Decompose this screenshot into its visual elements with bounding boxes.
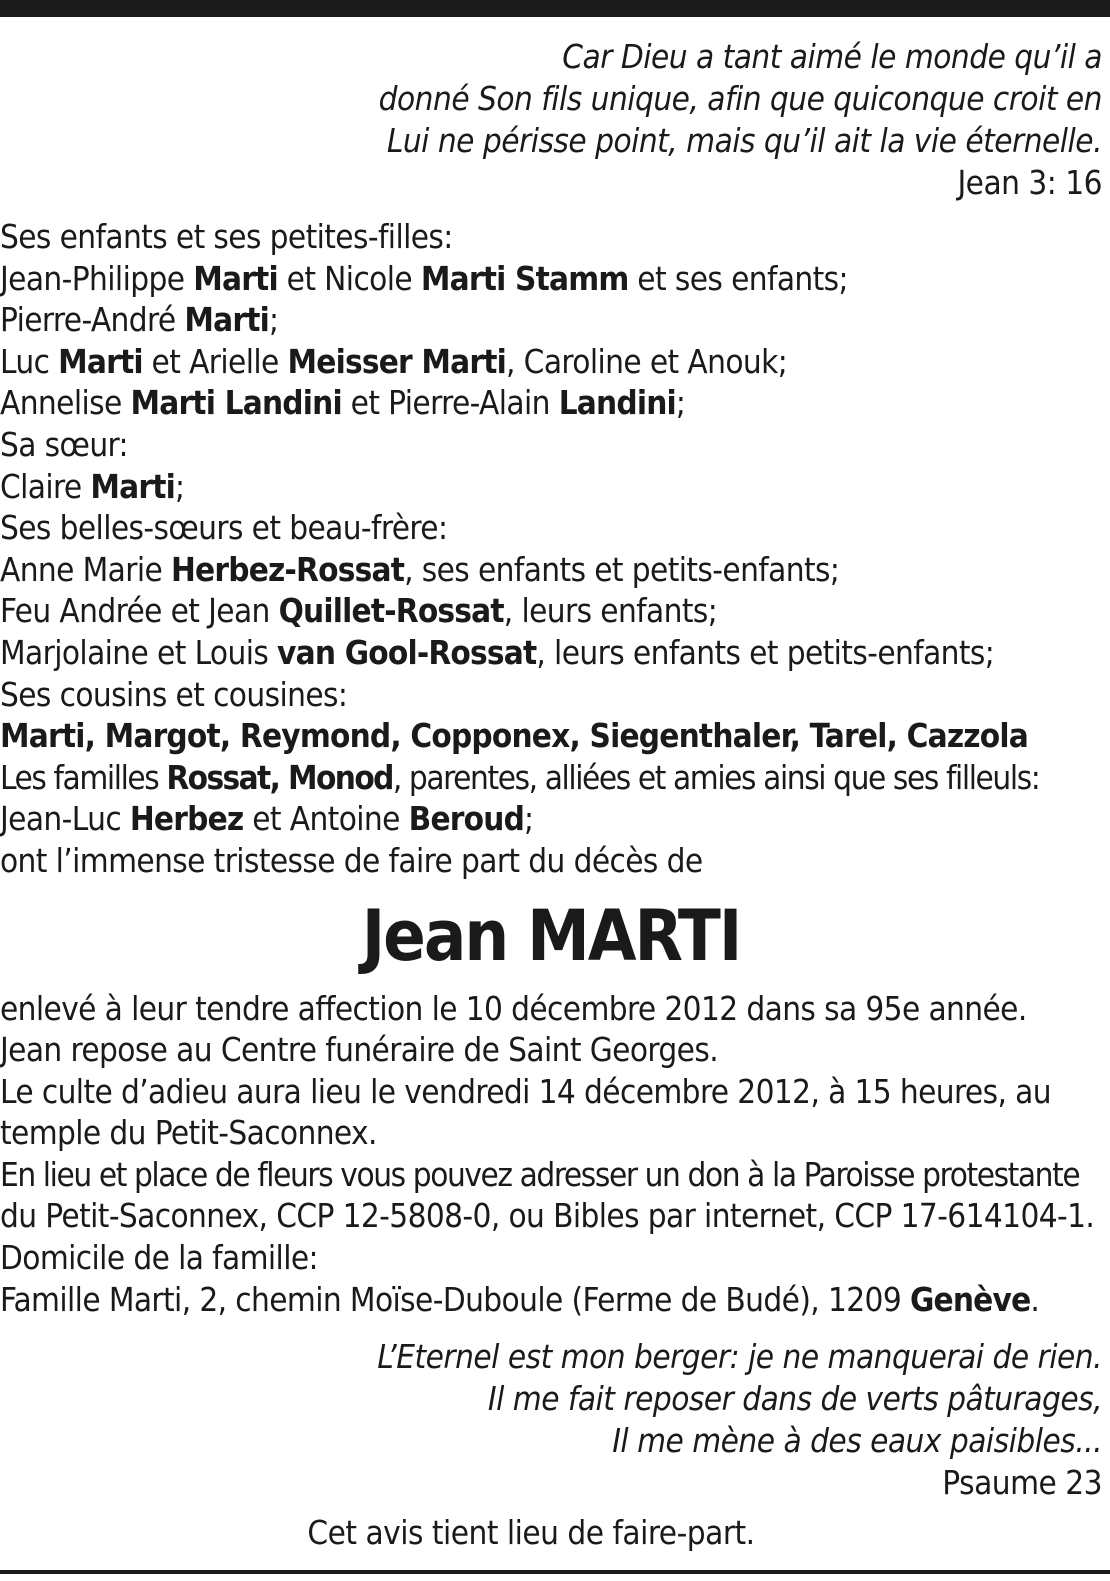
text-segment: Anne Marie — [0, 549, 172, 589]
bold-name: Genève — [909, 1279, 1031, 1319]
family-line — [0, 341, 1102, 383]
text-segment: En lieu et place de fleurs vous pouvez adresser un don à la Paroisse protestante — [0, 1154, 1080, 1194]
bold-name: Landini — [558, 383, 676, 423]
family-line — [0, 424, 1102, 466]
text-segment: ; — [269, 300, 279, 340]
family-line — [0, 258, 1102, 300]
verse-line: Il me mène à des eaux paisibles... — [612, 1421, 1102, 1461]
text-segment: Jean-Philippe — [0, 258, 194, 298]
verse-line: Car Dieu a tant aimé le monde qu’il a — [562, 37, 1102, 76]
text-segment: et Antoine — [243, 799, 409, 839]
text-segment: et ses enfants; — [628, 258, 848, 298]
text-segment: Marjolaine et Louis — [0, 632, 278, 672]
family-line — [0, 632, 1102, 674]
text-segment: . — [1030, 1279, 1040, 1319]
text-segment: et Arielle — [142, 341, 288, 381]
text-segment: , ses enfants et petits-enfants; — [404, 549, 840, 589]
text-segment: du Petit-Saconnex, CCP 12-5808-0, ou Bibles par internet, CCP 17-614104-1. — [0, 1196, 1095, 1236]
bold-name: van Gool-Rossat — [277, 632, 537, 672]
bold-name: Marti Landini — [130, 383, 342, 423]
detail-line — [0, 1112, 1102, 1154]
text-segment: ; — [675, 383, 686, 423]
text-segment: Ses enfants et ses petites-filles: — [0, 217, 453, 256]
bold-name: Herbez — [129, 799, 244, 839]
detail-line — [0, 1154, 1102, 1196]
closing-verse — [0, 1336, 1102, 1504]
family-line — [0, 757, 1102, 799]
bold-name: Marti — [58, 341, 143, 381]
bold-name: Marti — [90, 466, 175, 506]
text-segment: Ses belles-sœurs et beau-frère: — [0, 508, 448, 548]
text-segment: Claire — [0, 466, 91, 506]
bold-name: Meisser Marti — [287, 341, 507, 381]
notice-footer: Cet avis tient lieu de faire-part. — [307, 1513, 755, 1553]
verse-reference: Jean 3: 16 — [957, 163, 1102, 202]
text-segment: Domicile de la famille: — [0, 1238, 318, 1278]
family-line — [0, 507, 1102, 549]
text-segment: Sa sœur: — [0, 424, 128, 464]
family-line — [0, 590, 1102, 632]
text-segment: ; — [524, 799, 534, 839]
family-line — [0, 382, 1102, 424]
verse-reference: Psaume 23 — [942, 1463, 1102, 1503]
text-segment: Pierre-André — [0, 300, 185, 340]
detail-line — [0, 1029, 1102, 1071]
text-segment: Feu Andrée et Jean — [0, 591, 279, 631]
detail-line — [0, 1071, 1102, 1113]
text-segment: Jean-Luc — [0, 799, 130, 839]
bold-name: Rossat, Monod — [166, 757, 393, 797]
text-segment: Le culte d’adieu aura lieu le vendredi 14 décembre 2012, à 15 heures, au — [0, 1071, 1051, 1111]
detail-line — [0, 988, 1102, 1030]
obituary-notice — [0, 36, 1102, 1554]
service-details — [0, 988, 1102, 1321]
family-line — [0, 715, 1102, 757]
text-segment: , Caroline et Anouk; — [506, 341, 788, 381]
verse-line: L’Eternel est mon berger: je ne manquerai de rien. — [377, 1337, 1102, 1377]
family-list — [0, 216, 1102, 882]
text-segment: Annelise — [0, 383, 131, 423]
text-segment: Ses cousins et cousines: — [0, 674, 348, 714]
opening-verse — [0, 36, 1102, 204]
text-segment: enlevé à leur tendre affection le 10 décembre 2012 dans sa 95e année. — [0, 988, 1027, 1028]
verse-line: donné Son fils unique, afin que quiconque croit en — [378, 79, 1102, 118]
family-line — [0, 798, 1102, 840]
family-line — [0, 840, 1102, 882]
bold-name: Marti — [193, 258, 278, 298]
family-line — [0, 674, 1102, 716]
family-line — [0, 549, 1102, 591]
detail-line — [0, 1195, 1102, 1237]
family-line — [0, 466, 1102, 508]
bottom-rule — [0, 1570, 1110, 1574]
bold-name: Quillet-Rossat — [278, 591, 504, 631]
deceased-name: Jean MARTI — [361, 894, 741, 977]
text-segment: et Pierre-Alain — [341, 383, 559, 423]
text-segment: temple du Petit-Saconnex. — [0, 1113, 377, 1153]
text-segment: et Nicole — [277, 258, 421, 298]
family-line — [0, 216, 1102, 258]
bold-name: Marti, Margot, Reymond, Copponex, Siegenthaler, Tarel, Cazzola — [0, 716, 1028, 756]
bold-name: Marti — [184, 300, 269, 340]
verse-line: Lui ne périsse point, mais qu’il ait la vie éternelle. — [386, 121, 1102, 160]
bold-name: Beroud — [408, 799, 525, 839]
text-segment: ont l’immense tristesse de faire part du décès de — [0, 840, 703, 880]
text-segment: ; — [175, 466, 185, 506]
bold-name: Marti Stamm — [420, 258, 629, 298]
text-segment: Jean repose au Centre funéraire de Saint Georges. — [0, 1030, 719, 1070]
text-segment: , leurs enfants; — [503, 591, 718, 631]
verse-line: Il me fait reposer dans de verts pâturages, — [487, 1379, 1102, 1419]
text-segment: , parentes, alliées et amies ainsi que ses filleuls: — [392, 757, 1040, 797]
text-segment: Les familles — [0, 757, 167, 797]
text-segment: Famille Marti, 2, chemin Moïse-Duboule (Ferme de Budé), 1209 — [0, 1279, 910, 1319]
top-rule — [0, 0, 1110, 17]
text-segment: Luc — [0, 341, 59, 381]
detail-line — [0, 1237, 1102, 1279]
text-segment: , leurs enfants et petits-enfants; — [536, 632, 995, 672]
bold-name: Herbez-Rossat — [171, 549, 405, 589]
detail-line — [0, 1279, 1102, 1321]
family-line — [0, 299, 1102, 341]
